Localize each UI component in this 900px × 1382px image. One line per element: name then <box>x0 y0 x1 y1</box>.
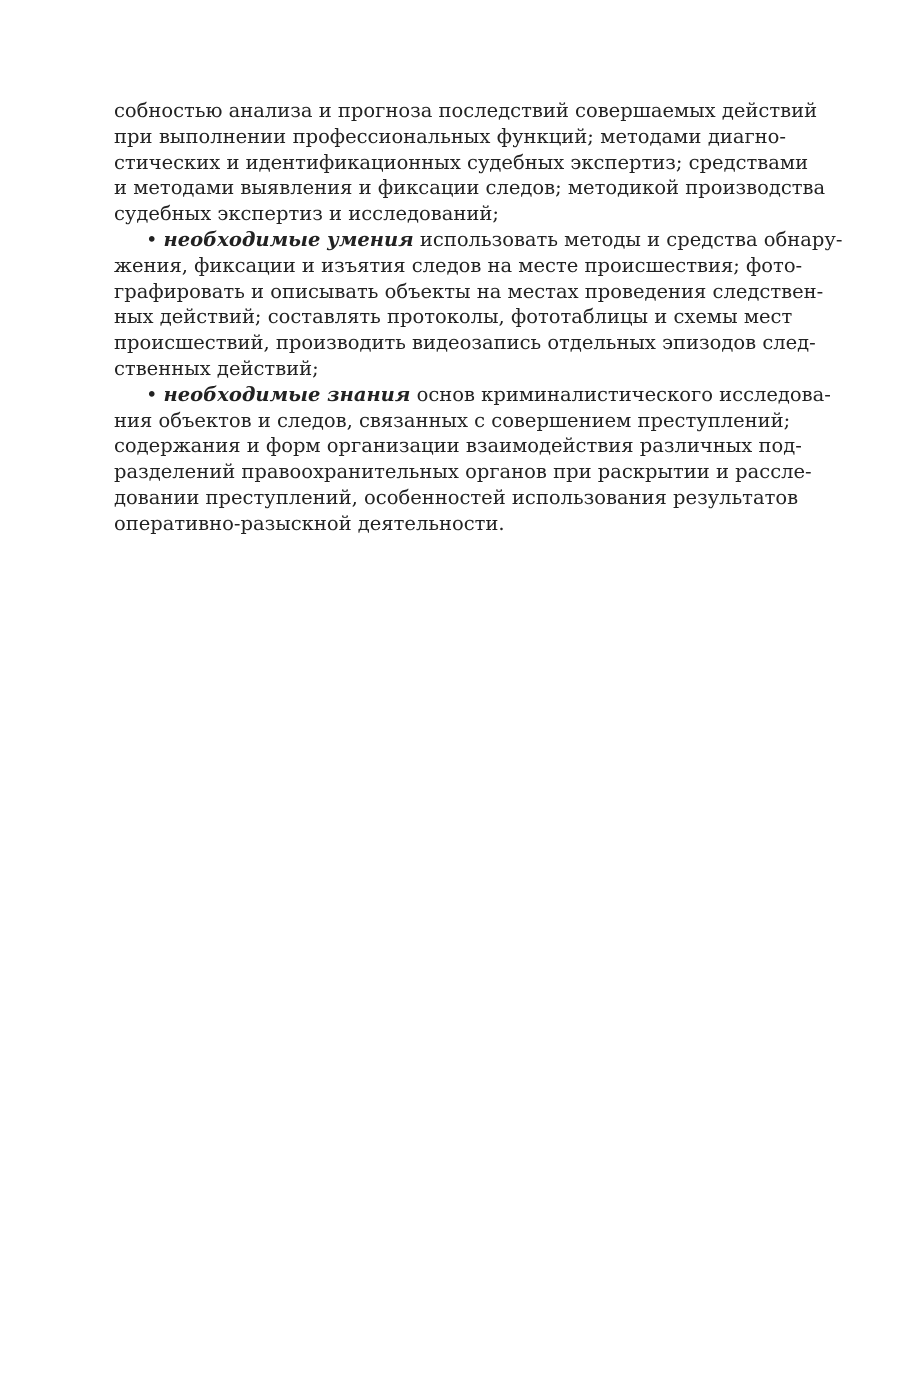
paragraph-abilities-continuation <box>114 98 826 227</box>
text-line: графировать и описывать объекты на местах проведения следствен- <box>114 279 824 303</box>
paragraph-required-skills <box>114 227 843 382</box>
text-line: судебных экспертиз и исследований; <box>114 202 499 226</box>
text-line: довании преступлений, особенностей использования результатов <box>114 485 799 509</box>
text-line: и методами выявления и фиксации следов; методикой производства <box>114 176 826 200</box>
text-line: собностью анализа и прогноза последствий совершаемых действий <box>114 99 818 122</box>
term-required-skills: необходимые умения <box>163 227 414 251</box>
text-line: ных действий; составлять протоколы, фототаблицы и схемы мест <box>114 305 793 329</box>
bullet-line <box>114 227 843 253</box>
text-fragment: основ криминалистического исследова- <box>416 382 831 406</box>
text-line: происшествий, производить видеозапись отдельных эпизодов след- <box>114 331 816 355</box>
text-line: жения, фиксации и изъятия следов на месте происшествия; фото- <box>114 253 803 277</box>
text-line: стических и идентификационных судебных экспертиз; средствами <box>114 150 809 174</box>
bullet-line <box>114 382 831 408</box>
text-line: содержания и форм организации взаимодействия различных под- <box>114 434 802 458</box>
term-required-knowledge: необходимые знания <box>163 382 411 406</box>
bullet-marker: • <box>146 382 158 406</box>
text-line: ния объектов и следов, связанных с совершением преступлений; <box>114 408 791 432</box>
text-line: при выполнении профессиональных функций; методами диагно- <box>114 124 786 148</box>
bullet-marker: • <box>146 227 158 251</box>
text-fragment: использовать методы и средства обнару- <box>419 227 843 251</box>
page-body <box>114 98 843 537</box>
text-line: разделений правоохранительных органов при раскрытии и рассле- <box>114 460 812 484</box>
text-line: ственных действий; <box>114 356 319 380</box>
text-line: оперативно-разыскной деятельности. <box>114 511 505 535</box>
paragraph-required-knowledge <box>114 382 831 537</box>
